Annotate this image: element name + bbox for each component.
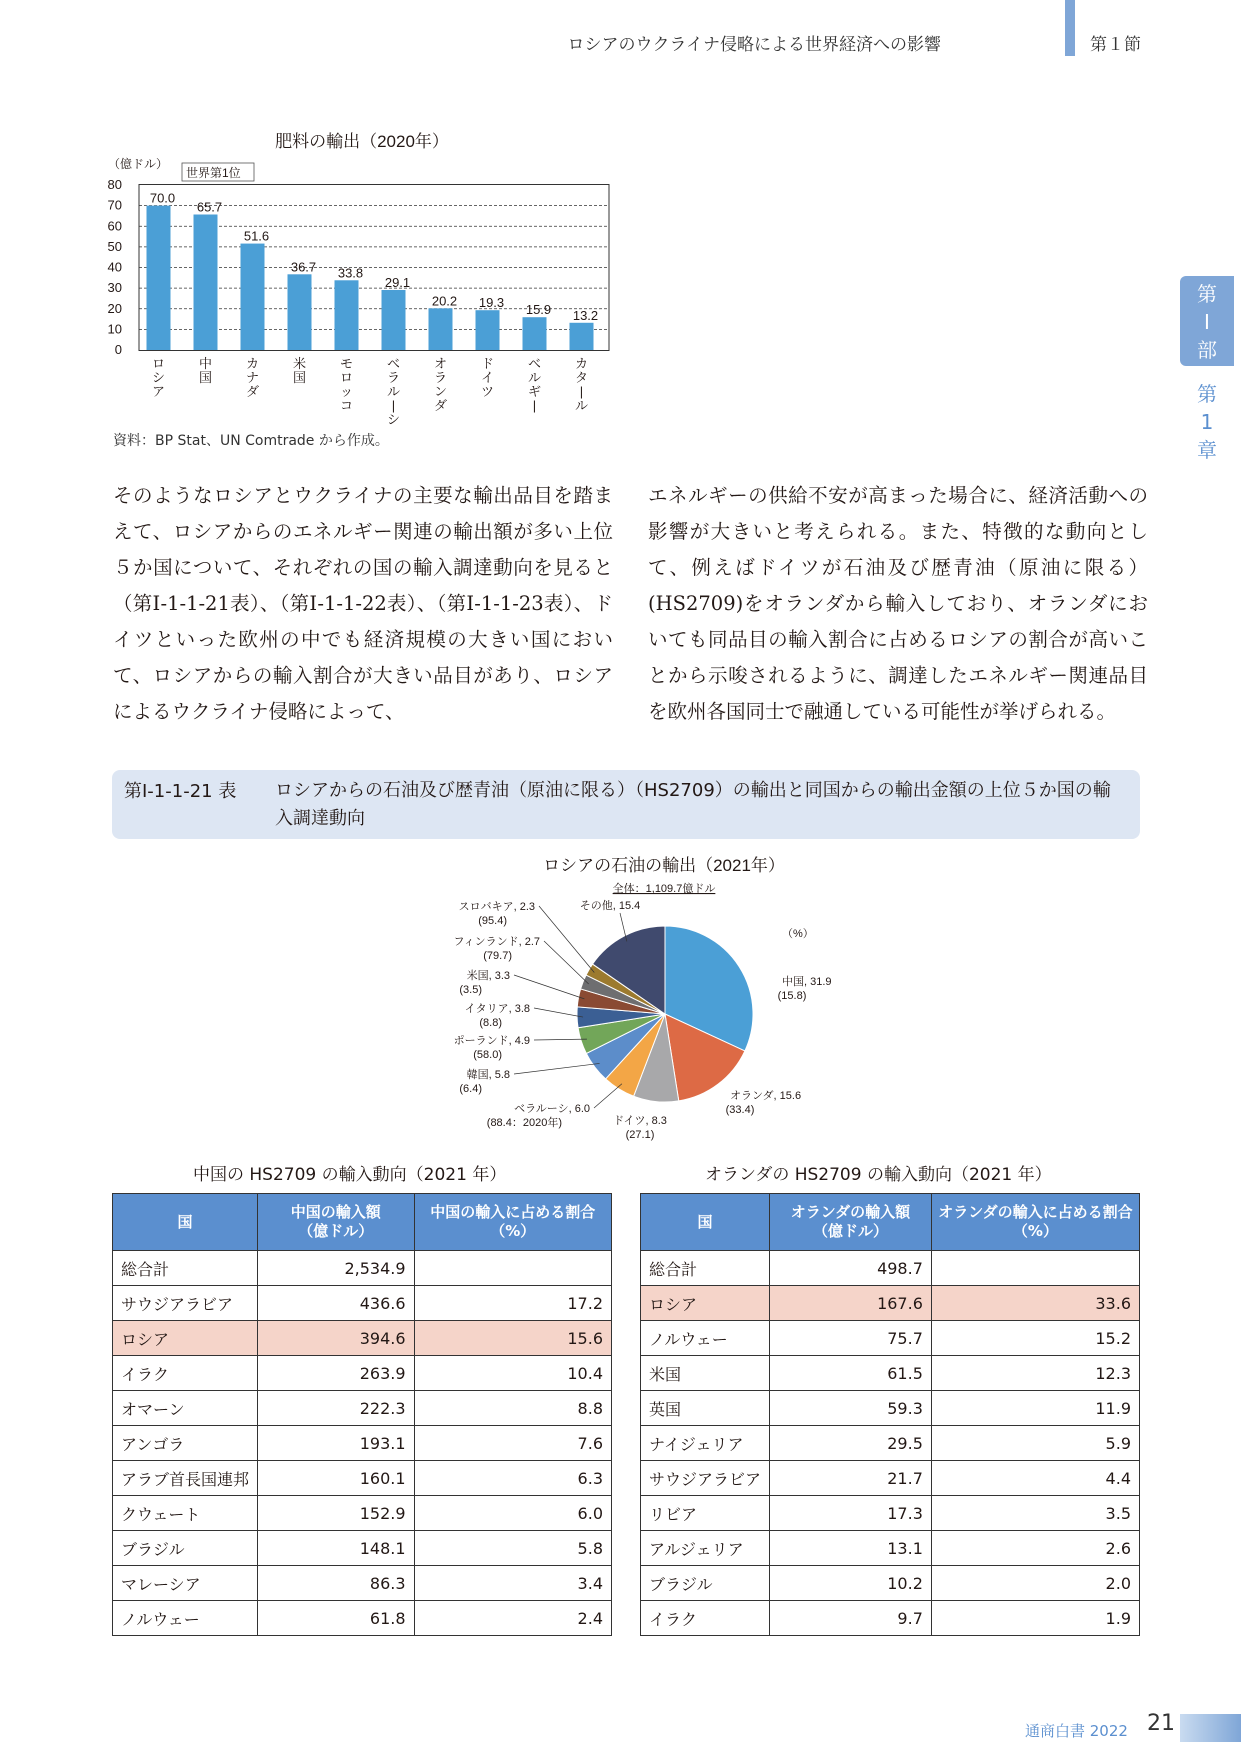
annotation-world-first: 世界第1位 [186,166,241,180]
x-category-char: ロ [339,370,354,385]
y-tick-label: 60 [107,218,122,234]
import-share-cell: 4.4 [931,1461,1139,1496]
x-category-char: イ [480,370,495,385]
y-tick-label: 50 [107,238,122,254]
footer-publication: 通商白書 2022 [1025,1722,1128,1740]
import-share-cell: 5.9 [931,1426,1139,1461]
china-table-title: 中国の HS2709 の輸入動向（2021 年） [193,1165,507,1185]
import-share-cell: 2.4 [414,1601,611,1636]
pie-slice-label: ポーランド, 4.9 [453,1035,530,1047]
import-share-cell: 33.6 [931,1286,1139,1321]
table-row [113,1356,612,1391]
pie-subtitle: 全体：1,109.7億ドル [612,883,716,895]
import-amount-cell: 222.3 [258,1391,415,1426]
bar [570,323,594,350]
netherlands-import-table [640,1193,1140,1636]
country-cell: クウェート [113,1496,258,1531]
import-amount-cell: 263.9 [258,1356,415,1391]
bar [476,310,500,350]
fertilizer-chart-ylabel: （億ドル） [108,157,169,171]
x-category-char: ル [386,384,401,399]
table-row [113,1566,612,1601]
pie-slice-sublabel: (8.8) [479,1017,502,1029]
import-share-cell [931,1251,1139,1286]
fertilizer-export-chart [100,125,620,425]
country-cell: サウジアラビア [113,1286,258,1321]
import-amount-cell: 61.8 [258,1601,415,1636]
x-category-char: | [579,384,584,399]
table-row [113,1321,612,1356]
import-share-cell: 15.2 [931,1321,1139,1356]
pie-slice-sublabel: (3.5) [459,984,482,996]
china-import-table [112,1193,612,1636]
side-tab-part-char: Ⅰ [1204,310,1210,334]
header-accent-bar [1065,0,1075,56]
bar [147,206,171,350]
table-row [113,1426,612,1461]
x-category-char: ア [151,384,166,399]
x-category-char: シ [386,412,401,425]
import-amount-cell: 436.6 [258,1286,415,1321]
country-cell: 総合計 [641,1251,770,1286]
bar-value-label: 29.1 [384,274,411,290]
import-share-cell: 6.0 [414,1496,611,1531]
import-share-cell: 10.4 [414,1356,611,1391]
x-category-char: ッ [339,384,354,399]
import-amount-cell: 167.6 [770,1286,932,1321]
country-cell: アルジェリア [641,1531,770,1566]
table-row [641,1531,1140,1566]
import-share-cell: 12.3 [931,1356,1139,1391]
country-cell: オマーン [113,1391,258,1426]
russia-oil-export-pie [430,852,850,1152]
pie-slice-sublabel: (95.4) [478,915,507,927]
pie-slice-label: ドイツ, 8.3 [613,1115,667,1127]
x-category-char: ベ [386,356,401,371]
import-amount-cell: 9.7 [770,1601,932,1636]
x-category-char: | [532,398,537,413]
country-cell: リビア [641,1496,770,1531]
import-share-cell: 5.8 [414,1531,611,1566]
column-header: 国 [641,1194,770,1251]
column-header: 中国の輸入額 （億ドル） [258,1194,415,1251]
import-share-cell: 3.4 [414,1566,611,1601]
leader-line [514,1063,600,1074]
country-cell: 米国 [641,1356,770,1391]
import-amount-cell: 21.7 [770,1461,932,1496]
table-row [641,1461,1140,1496]
table-row [641,1321,1140,1356]
table-row [641,1286,1140,1321]
pie-slice-label: イタリア, 3.8 [464,1003,530,1015]
import-share-cell: 17.2 [414,1286,611,1321]
country-cell: ブラジル [641,1566,770,1601]
pie-slice-label: オランダ, 15.6 [730,1090,802,1102]
bar-value-label: 36.7 [290,259,317,275]
import-amount-cell: 13.1 [770,1531,932,1566]
country-cell: アンゴラ [113,1426,258,1461]
y-tick-label: 20 [107,300,122,316]
import-share-cell: 11.9 [931,1391,1139,1426]
country-cell: ナイジェリア [641,1426,770,1461]
running-header-section: 第１節 [1090,35,1141,55]
pie-slice-label: ベラルーシ, 6.0 [514,1103,590,1115]
x-category-char: 米 [292,356,307,371]
x-category-char: コ [339,398,354,413]
import-amount-cell: 152.9 [258,1496,415,1531]
import-amount-cell: 2,534.9 [258,1251,415,1286]
country-cell: 総合計 [113,1251,258,1286]
import-share-cell: 1.9 [931,1601,1139,1636]
pie-slice-label: フィンランド, 2.7 [453,936,540,948]
x-category-char: ル [527,370,542,385]
table-row [641,1356,1140,1391]
import-amount-cell: 17.3 [770,1496,932,1531]
pie-slice-sublabel: (33.4) [725,1104,755,1116]
pie-title: ロシアの石油の輸出（2021年） [543,856,785,875]
country-cell: サウジアラビア [641,1461,770,1496]
y-tick-label: 70 [107,197,122,213]
y-tick-label: 30 [107,280,122,296]
pie-slice-sublabel: (58.0) [473,1049,502,1061]
column-header: 国 [113,1194,258,1251]
column-header: オランダの輸入額 （億ドル） [770,1194,932,1251]
import-amount-cell: 160.1 [258,1461,415,1496]
bar-value-label: 65.7 [196,199,223,215]
pie-slice-label: その他, 15.4 [579,900,641,912]
pie-slice-sublabel: (15.8) [777,990,807,1002]
table-row [641,1391,1140,1426]
bar [382,290,406,350]
table-caption: ロシアからの石油及び歴青油（原油に限る）（HS2709）の輸出と同国からの輸出金額の上位５か国の輸入調達動向 [275,780,1111,829]
table-row [113,1286,612,1321]
import-share-cell: 2.6 [931,1531,1139,1566]
x-category-char: シ [151,370,166,385]
x-category-char: ロ [151,356,166,371]
y-tick-label: 10 [107,321,122,337]
leader-line [594,1084,622,1108]
bar [523,317,547,350]
x-category-char: モ [339,356,354,371]
x-category-char: ラ [386,370,401,385]
leader-line [544,941,589,984]
country-cell: ロシア [113,1321,258,1356]
country-cell: アラブ首長国連邦 [113,1461,258,1496]
pie-unit-note: （%） [782,928,814,940]
bar-value-label: 19.3 [478,295,505,311]
pie-slice-sublabel: (27.1) [625,1129,655,1141]
y-tick-label: 80 [107,177,122,192]
column-header: 中国の輸入に占める割合 （%） [414,1194,611,1251]
x-category-char: ベ [527,356,542,371]
x-category-char: ギ [527,384,542,399]
y-tick-label: 0 [114,342,122,357]
bar-value-label: 33.8 [337,265,364,281]
table-row [641,1426,1140,1461]
x-category-char: ナ [245,370,260,385]
x-category-char: 中 [198,356,213,371]
x-category-char: 国 [198,370,213,385]
pie-slice-sublabel: (6.4) [459,1083,482,1095]
import-amount-cell: 10.2 [770,1566,932,1601]
import-amount-cell: 148.1 [258,1531,415,1566]
pie-slice-sublabel: (88.4：2020年) [486,1117,562,1129]
bar-value-label: 15.9 [525,302,552,318]
table-row [641,1566,1140,1601]
country-cell: 英国 [641,1391,770,1426]
bar [335,280,359,350]
import-share-cell [414,1251,611,1286]
import-share-cell: 7.6 [414,1426,611,1461]
column-header: オランダの輸入に占める割合 （%） [931,1194,1139,1251]
bar-value-label: 13.2 [572,307,599,323]
table-row [113,1461,612,1496]
body-text-left: そのようなロシアとウクライナの主要な輸出品目を踏まえて、ロシアからのエネルギー関連の輸出額が多い上位５か国について、それぞれの国の輸入調達動向を見ると（第Ⅰ-1-1-21表）、（第Ⅰ-1-1-22表）、（第Ⅰ-1-1-23表）、ドイツといった欧州の中でも経済規模の大きい国において、ロシアからの輸入割合が大きい品目があり、ロシアによるウクライナ侵略によって、 [113,484,613,723]
import-share-cell: 15.6 [414,1321,611,1356]
import-amount-cell: 498.7 [770,1251,932,1286]
running-header-title: ロシアのウクライナ侵略による世界経済への影響 [567,35,941,55]
import-amount-cell: 59.3 [770,1391,932,1426]
bar [429,308,453,350]
import-amount-cell: 394.6 [258,1321,415,1356]
side-tab-part [1180,276,1234,366]
import-share-cell: 3.5 [931,1496,1139,1531]
x-category-char: タ [574,370,589,385]
pie-slice-label: スロバキア, 2.3 [458,901,535,913]
x-category-char: オ [433,356,448,371]
side-tab-chapter-char: 章 [1197,438,1217,462]
page-number: 21 [1147,1711,1175,1736]
fertilizer-chart-source: 資料：BP Stat、UN Comtrade から作成。 [113,433,389,449]
leader-line [534,1039,587,1040]
x-category-char: カ [574,356,589,371]
pie-slice-label: 韓国, 5.8 [466,1069,510,1081]
import-amount-cell: 75.7 [770,1321,932,1356]
side-tab-part-char: 部 [1197,338,1217,362]
x-category-char: ド [480,356,495,371]
country-cell: ブラジル [113,1531,258,1566]
bar [194,214,218,350]
country-cell: イラク [641,1601,770,1636]
import-share-cell: 2.0 [931,1566,1139,1601]
side-tab-chapter-char: 1 [1200,410,1214,434]
import-amount-cell: 29.5 [770,1426,932,1461]
table-row [113,1496,612,1531]
netherlands-table-title: オランダの HS2709 の輸入動向（2021 年） [705,1165,1052,1185]
table-row [641,1251,1140,1286]
country-cell: ロシア [641,1286,770,1321]
table-row [113,1391,612,1426]
body-text-right: エネルギーの供給不安が高まった場合に、経済活動への影響が大きいと考えられる。また、特徴的な動向として、例えばドイツが石油及び歴青油（原油に限る）(HS2709)をオランダから輸入しており、オランダにおいても同品目の輸入割合に占めるロシアの割合が高いことから示唆されるように、調達したエネルギー関連品目を欧州各国同士で融通している可能性が挙げられる。 [648,484,1148,723]
y-tick-label: 40 [107,259,122,275]
import-amount-cell: 193.1 [258,1426,415,1461]
table-number: 第Ⅰ-1-1-21 表 [124,781,237,802]
x-category-char: ダ [245,384,260,399]
table-row [113,1531,612,1566]
leader-line [514,975,584,999]
x-category-char: ダ [433,398,448,413]
pie-slice-label: 中国, 31.9 [782,976,832,988]
side-tab-part-char: 第 [1197,282,1217,306]
pie-slice-sublabel: (79.7) [483,950,512,962]
x-category-char: | [391,398,396,413]
x-category-char: ツ [480,384,495,399]
table-row [113,1251,612,1286]
x-category-char: ル [574,398,589,413]
bar [241,244,265,350]
import-amount-cell: 61.5 [770,1356,932,1391]
country-cell: マレーシア [113,1566,258,1601]
table-row [641,1496,1140,1531]
bar [288,274,312,350]
import-share-cell: 6.3 [414,1461,611,1496]
fertilizer-chart-title: 肥料の輸出（2020年） [275,132,449,151]
bar-value-label: 51.6 [243,228,270,244]
bar-value-label: 20.2 [431,293,458,309]
footer-accent-bar [1180,1714,1241,1742]
x-category-char: 国 [292,370,307,385]
x-category-char: ラ [433,370,448,385]
country-cell: ノルウェー [641,1321,770,1356]
country-cell: ノルウェー [113,1601,258,1636]
side-tab-chapter-char: 第 [1197,382,1217,406]
side-tab-chapter [1180,380,1234,464]
table-row [113,1601,612,1636]
country-cell: イラク [113,1356,258,1391]
pie-slice-label: 米国, 3.3 [466,970,510,982]
leader-line [534,1008,583,1017]
table-row [641,1601,1140,1636]
x-category-char: カ [245,356,260,371]
bar-value-label: 70.0 [149,190,176,206]
x-category-char: ン [433,384,448,399]
import-share-cell: 8.8 [414,1391,611,1426]
import-amount-cell: 86.3 [258,1566,415,1601]
